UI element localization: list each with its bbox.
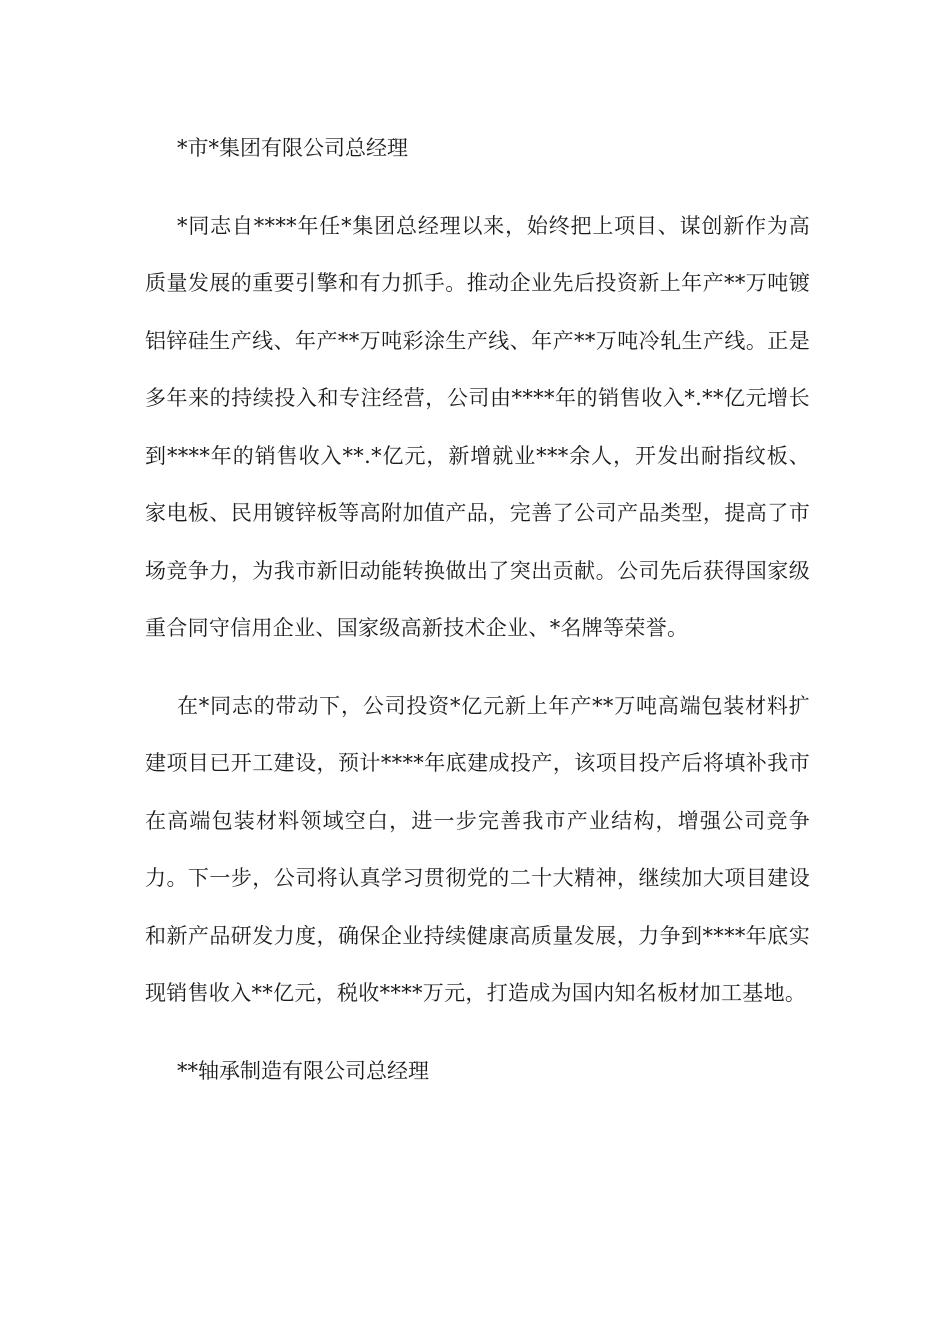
document-page <box>145 120 810 1100</box>
section-heading-2: **轴承制造有限公司总经理 <box>177 1058 429 1083</box>
paragraph-2: 在*同志的带动下，公司投资*亿元新上年产**万吨高端包装材料扩建项目已开工建设，预计****年底建成投产，该项目投产后将填补我市在高端包装材料领域空白，进一步完善我市产业结构，增强公司竞争力。下一步，公司将认真学习贯彻党的二十大精神，继续加大项目建设和新产品研发力度，确保企业持续健康高质量发展，力争到****年底实现销售收入**亿元，税收****万元，打造成为国内知名板材加工基地。 <box>145 693 810 1005</box>
paragraph-1: *同志自****年任*集团总经理以来，始终把上项目、谋创新作为高质量发展的重要引擎和有力抓手。推动企业先后投资新上年产**万吨镀铝锌硅生产线、年产**万吨彩涂生产线、年产**万吨冷轧生产线。正是多年来的持续投入和专注经营，公司由****年的销售收入*.**亿元增长到****年的销售收入**.*亿元，新增就业***余人，开发出耐指纹板、家电板、民用镀锌板等高附加值产品，完善了公司产品类型，提高了市场竞争力，为我市新旧动能转换做出了突出贡献。公司先后获得国家级重合同守信用企业、国家级高新技术企业、*名牌等荣誉。 <box>145 213 810 640</box>
section-heading-1: *市*集团有限公司总经理 <box>177 136 408 160</box>
